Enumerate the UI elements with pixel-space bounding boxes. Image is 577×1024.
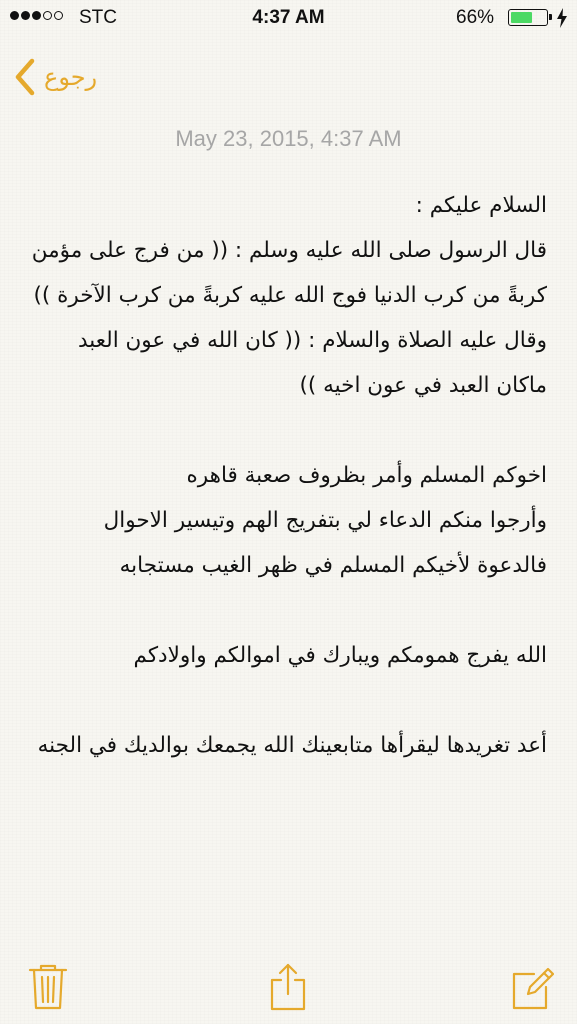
charging-bolt-icon [556, 8, 568, 28]
share-icon[interactable] [266, 962, 310, 1012]
note-line: فالدعوة لأخيكم المسلم في ظهر الغيب مستجابه [119, 553, 547, 578]
battery-nub [549, 14, 552, 20]
note-line [30, 408, 547, 453]
bottom-toolbar [0, 954, 577, 1024]
note-date: May 23, 2015, 4:37 AM [175, 126, 402, 151]
note-line: السلام عليكم : [415, 193, 547, 218]
note-line: أعد تغريدها ليقرأها متابعينك الله يجمعك بوالديك في الجنه [37, 733, 547, 758]
back-button-label: رجوع [44, 63, 98, 91]
chevron-left-icon [14, 58, 36, 96]
note-line: اخوكم المسلم وأمر بظروف صعبة قاهره [186, 463, 547, 488]
note-line: الله يفرج همومكم ويبارك في اموالكم واولادكم [133, 643, 547, 668]
carrier-name: STC [79, 7, 117, 28]
battery-icon [508, 9, 548, 26]
trash-icon[interactable] [26, 962, 70, 1012]
battery-percent: 66% [456, 7, 495, 28]
note-line [30, 678, 547, 723]
note-line: قال الرسول صلى الله عليه وسلم : (( من فرج على مؤمن كربةً من كرب الدنيا فوج الله عليه كربةً من كرب الآخرة )) [31, 238, 547, 308]
compose-icon[interactable] [510, 962, 554, 1012]
note-line: وأرجوا منكم الدعاء لي بتفريج الهم وتيسير الاحوال [103, 508, 547, 533]
status-bar [0, 0, 577, 38]
note-line: وقال عليه الصلاة والسلام : (( كان الله في عون العبد ماكان العبد في عون اخيه )) [78, 328, 547, 398]
back-button[interactable] [14, 55, 97, 99]
note-line [30, 588, 547, 633]
note-body[interactable] [30, 183, 547, 768]
battery-fill [511, 12, 532, 23]
status-time: 4:37 AM [252, 7, 325, 28]
